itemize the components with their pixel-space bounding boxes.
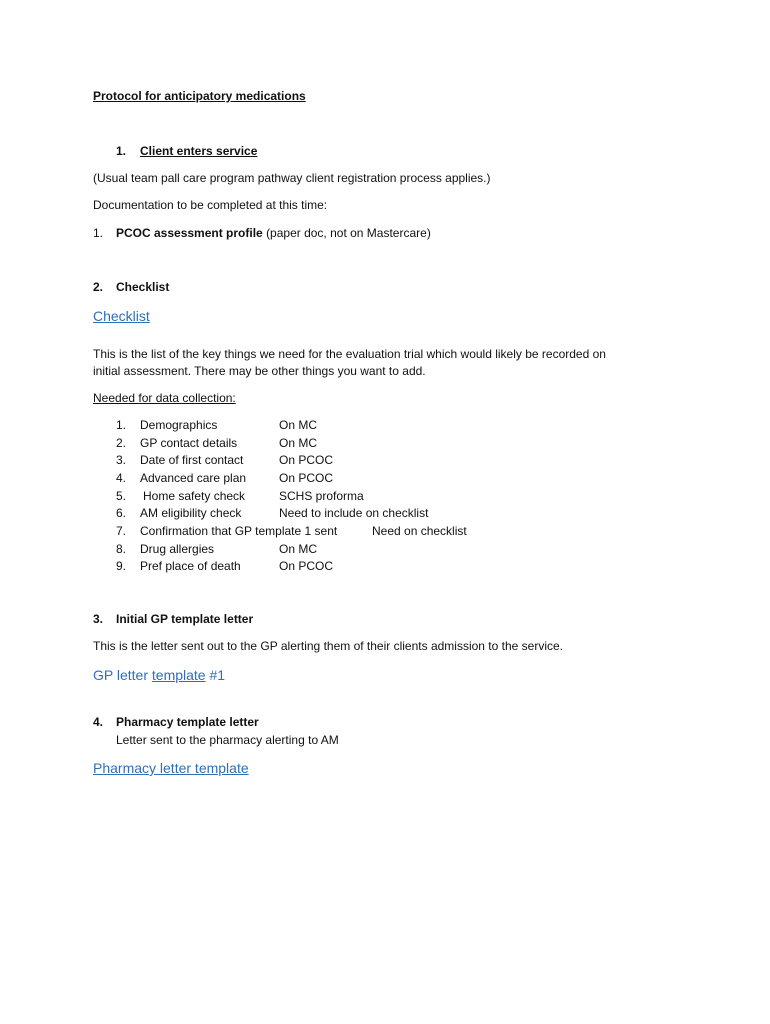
list-item-label: Confirmation that GP template 1 sent bbox=[140, 524, 338, 538]
list-item-number: 4. bbox=[116, 471, 127, 485]
section-2-number: 2. bbox=[93, 280, 104, 294]
section-1-item bbox=[116, 226, 431, 240]
list-item-number: 5. bbox=[116, 489, 127, 503]
list-item-value: On MC bbox=[279, 418, 318, 432]
document-title: Protocol for anticipatory medications bbox=[93, 89, 306, 103]
list-item-number: 6. bbox=[116, 506, 127, 520]
section-1-item-number: 1. bbox=[93, 226, 104, 240]
list-item-value: On MC bbox=[279, 542, 318, 556]
section-3-number: 3. bbox=[93, 612, 104, 626]
list-item-number: 1. bbox=[116, 418, 127, 432]
list-item-value: On PCOC bbox=[279, 559, 334, 573]
section-1-documentation-line: Documentation to be completed at this time: bbox=[93, 198, 328, 212]
section-2-paragraph-line-1: This is the list of the key things we need for the evaluation trial which would likely be recorded on bbox=[93, 347, 606, 361]
list-item-label: Date of first contact bbox=[140, 453, 244, 467]
list-item-number: 2. bbox=[116, 436, 127, 450]
checklist-link[interactable]: Checklist bbox=[93, 308, 150, 324]
list-item-value: On PCOC bbox=[279, 453, 334, 467]
list-item-label: AM eligibility check bbox=[140, 506, 242, 520]
gp-letter-link-prefix: GP letter bbox=[93, 667, 148, 683]
gp-letter-template-link[interactable]: template bbox=[151, 667, 206, 683]
list-item-label: Demographics bbox=[140, 418, 218, 432]
list-item-label: Home safety check bbox=[143, 489, 246, 503]
list-item-value: SCHS proforma bbox=[279, 489, 364, 503]
pcoc-assessment-label: PCOC assessment profile bbox=[116, 226, 263, 240]
list-item-label: Pref place of death bbox=[140, 559, 241, 573]
section-1-heading: Client enters service bbox=[140, 144, 258, 158]
section-2-paragraph-line-2: initial assessment. There may be other things you want to add. bbox=[93, 364, 426, 378]
list-item-number: 3. bbox=[116, 453, 127, 467]
pharmacy-letter-template-link[interactable]: Pharmacy letter template bbox=[93, 760, 249, 776]
section-1-number: 1. bbox=[116, 144, 127, 158]
list-item-label: GP contact details bbox=[140, 436, 238, 450]
section-1-note: (Usual team pall care program pathway client registration process applies.) bbox=[93, 171, 491, 185]
pcoc-assessment-note: (paper doc, not on Mastercare) bbox=[266, 226, 431, 240]
gp-letter-link[interactable] bbox=[93, 667, 225, 683]
list-item-number: 9. bbox=[116, 559, 127, 573]
section-3-heading: Initial GP template letter bbox=[116, 612, 254, 626]
list-item-value: On MC bbox=[279, 436, 318, 450]
list-item-label: Drug allergies bbox=[140, 542, 215, 556]
section-3-paragraph: This is the letter sent out to the GP alerting them of their clients admission to the service. bbox=[93, 639, 564, 653]
list-item-value: On PCOC bbox=[279, 471, 334, 485]
list-item-number: 7. bbox=[116, 524, 127, 538]
needed-for-data-collection: Needed for data collection: bbox=[93, 391, 236, 405]
list-item-label: Advanced care plan bbox=[140, 471, 247, 485]
list-item-number: 8. bbox=[116, 542, 127, 556]
section-4-heading: Pharmacy template letter bbox=[116, 715, 259, 729]
list-item-value: Need on checklist bbox=[372, 524, 467, 538]
section-4-number: 4. bbox=[93, 715, 104, 729]
list-item-value: Need to include on checklist bbox=[279, 506, 429, 520]
section-2-heading: Checklist bbox=[116, 280, 170, 294]
section-4-paragraph: Letter sent to the pharmacy alerting to AM bbox=[116, 733, 339, 747]
gp-letter-link-suffix: #1 bbox=[209, 667, 226, 683]
